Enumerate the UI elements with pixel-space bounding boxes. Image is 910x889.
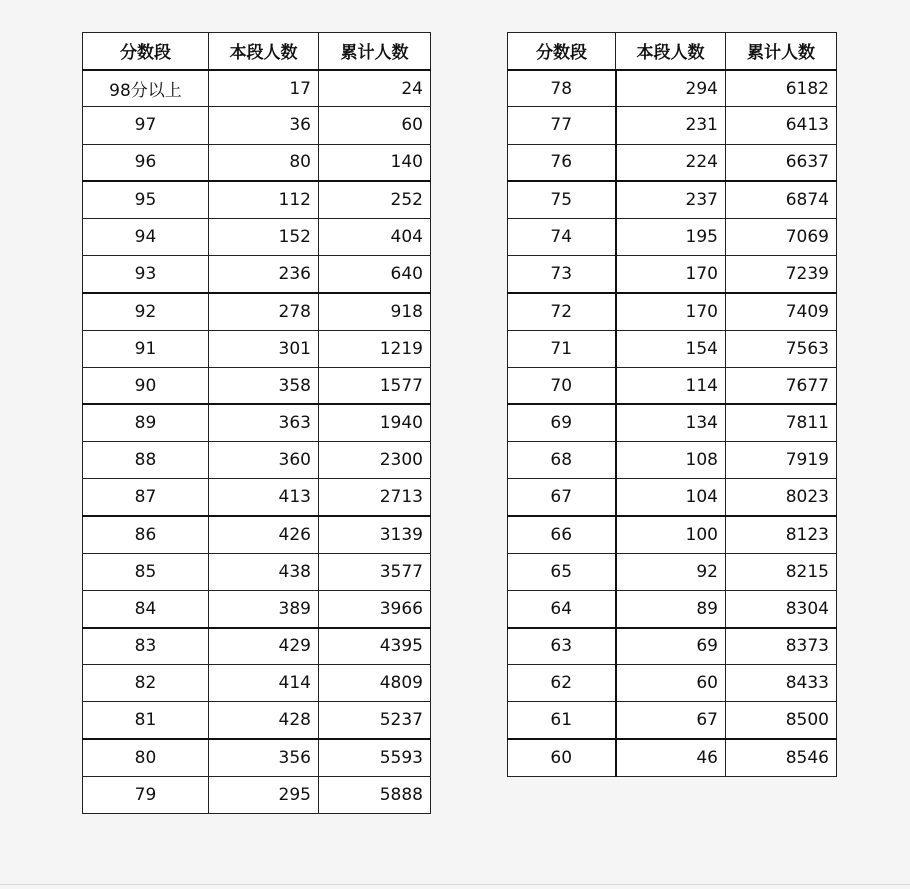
- cell-count: 154: [616, 330, 726, 367]
- cell-score: 67: [508, 479, 616, 516]
- cell-cumulative: 8123: [726, 516, 837, 553]
- cell-cumulative: 24: [319, 70, 431, 107]
- cell-score: 95: [83, 181, 209, 218]
- cell-score: 93: [83, 256, 209, 293]
- table-row: [83, 776, 431, 813]
- cell-cumulative: 640: [319, 256, 431, 293]
- cell-score: 72: [508, 293, 616, 330]
- cell-cumulative: 2300: [319, 442, 431, 479]
- table-row: [508, 218, 837, 255]
- cell-score: 68: [508, 442, 616, 479]
- table-row: [508, 665, 837, 702]
- cell-cumulative: 3966: [319, 590, 431, 627]
- cell-count: 100: [616, 516, 726, 553]
- cell-cumulative: 6182: [726, 70, 837, 107]
- cell-cumulative: 8373: [726, 628, 837, 665]
- cell-score: 65: [508, 553, 616, 590]
- cell-cumulative: 140: [319, 144, 431, 181]
- table-header-row: [83, 33, 431, 70]
- cell-score: 97: [83, 107, 209, 144]
- cell-cumulative: 7811: [726, 404, 837, 441]
- cell-cumulative: 1940: [319, 404, 431, 441]
- table-row: [83, 404, 431, 441]
- header-cumulative: 累计人数: [319, 33, 431, 70]
- table-row: [83, 367, 431, 404]
- cell-count: 414: [209, 665, 319, 702]
- cell-score: 69: [508, 404, 616, 441]
- score-table-right: [507, 32, 837, 777]
- table-row: [83, 181, 431, 218]
- table-row: [508, 144, 837, 181]
- cell-score: 89: [83, 404, 209, 441]
- cell-cumulative: 1577: [319, 367, 431, 404]
- cell-count: 67: [616, 702, 726, 739]
- table-row: [83, 70, 431, 107]
- cell-cumulative: 5888: [319, 776, 431, 813]
- table-row: [508, 107, 837, 144]
- cell-score: 78: [508, 70, 616, 107]
- table-row: [83, 553, 431, 590]
- cell-count: 60: [616, 665, 726, 702]
- cell-score: 90: [83, 367, 209, 404]
- cell-cumulative: 7409: [726, 293, 837, 330]
- table-row: [83, 218, 431, 255]
- table-row: [508, 739, 837, 776]
- cell-count: 413: [209, 479, 319, 516]
- cell-cumulative: 918: [319, 293, 431, 330]
- cell-count: 294: [616, 70, 726, 107]
- cell-count: 69: [616, 628, 726, 665]
- cell-count: 152: [209, 218, 319, 255]
- table-row: [508, 479, 837, 516]
- cell-cumulative: 4809: [319, 665, 431, 702]
- header-count: 本段人数: [209, 33, 319, 70]
- cell-count: 224: [616, 144, 726, 181]
- header-count: 本段人数: [616, 33, 726, 70]
- cell-cumulative: 4395: [319, 628, 431, 665]
- cell-count: 356: [209, 739, 319, 776]
- cell-count: 104: [616, 479, 726, 516]
- cell-cumulative: 60: [319, 107, 431, 144]
- cell-score: 61: [508, 702, 616, 739]
- cell-score: 87: [83, 479, 209, 516]
- cell-score: 96: [83, 144, 209, 181]
- header-score: 分数段: [83, 33, 209, 70]
- cell-cumulative: 5237: [319, 702, 431, 739]
- cell-cumulative: 404: [319, 218, 431, 255]
- score-table-left: [82, 32, 431, 814]
- cell-score: 92: [83, 293, 209, 330]
- cell-count: 195: [616, 218, 726, 255]
- cell-count: 170: [616, 256, 726, 293]
- cell-score: 91: [83, 330, 209, 367]
- table-row: [83, 442, 431, 479]
- table-row: [508, 442, 837, 479]
- table-header-row: [508, 33, 837, 70]
- cell-count: 360: [209, 442, 319, 479]
- cell-cumulative: 2713: [319, 479, 431, 516]
- cell-cumulative: 8433: [726, 665, 837, 702]
- cell-cumulative: 6874: [726, 181, 837, 218]
- cell-cumulative: 1219: [319, 330, 431, 367]
- cell-count: 428: [209, 702, 319, 739]
- cell-cumulative: 7919: [726, 442, 837, 479]
- table-row: [508, 404, 837, 441]
- header-cumulative: 累计人数: [726, 33, 837, 70]
- cell-count: 363: [209, 404, 319, 441]
- cell-count: 429: [209, 628, 319, 665]
- cell-cumulative: 5593: [319, 739, 431, 776]
- cell-score: 82: [83, 665, 209, 702]
- table-row: [83, 702, 431, 739]
- table-row: [83, 516, 431, 553]
- cell-count: 295: [209, 776, 319, 813]
- cell-cumulative: 252: [319, 181, 431, 218]
- table-row: [508, 590, 837, 627]
- table-row: [508, 702, 837, 739]
- table-row: [508, 367, 837, 404]
- cell-count: 114: [616, 367, 726, 404]
- table-row: [83, 293, 431, 330]
- cell-score: 86: [83, 516, 209, 553]
- table-row: [83, 590, 431, 627]
- header-score: 分数段: [508, 33, 616, 70]
- cell-cumulative: 7677: [726, 367, 837, 404]
- cell-count: 358: [209, 367, 319, 404]
- cell-count: 389: [209, 590, 319, 627]
- table-row: [83, 628, 431, 665]
- cell-count: 236: [209, 256, 319, 293]
- cell-count: 301: [209, 330, 319, 367]
- table-row: [83, 665, 431, 702]
- table-row: [83, 739, 431, 776]
- cell-count: 80: [209, 144, 319, 181]
- cell-count: 17: [209, 70, 319, 107]
- cell-count: 170: [616, 293, 726, 330]
- cell-count: 46: [616, 739, 726, 776]
- cell-count: 134: [616, 404, 726, 441]
- cell-score: 75: [508, 181, 616, 218]
- table-row: [508, 293, 837, 330]
- table-row: [508, 70, 837, 107]
- table-row: [508, 256, 837, 293]
- cell-score: 70: [508, 367, 616, 404]
- table-row: [508, 628, 837, 665]
- cell-count: 108: [616, 442, 726, 479]
- table-row: [508, 330, 837, 367]
- cell-score: 74: [508, 218, 616, 255]
- cell-cumulative: 8023: [726, 479, 837, 516]
- cell-cumulative: 7069: [726, 218, 837, 255]
- table-row: [83, 330, 431, 367]
- cell-score: 77: [508, 107, 616, 144]
- cell-score: 64: [508, 590, 616, 627]
- cell-score: 83: [83, 628, 209, 665]
- cell-cumulative: 8500: [726, 702, 837, 739]
- cell-cumulative: 3139: [319, 516, 431, 553]
- cell-count: 231: [616, 107, 726, 144]
- cell-count: 426: [209, 516, 319, 553]
- cell-score: 88: [83, 442, 209, 479]
- cell-cumulative: 3577: [319, 553, 431, 590]
- cell-score: 81: [83, 702, 209, 739]
- cell-cumulative: 7563: [726, 330, 837, 367]
- cell-score: 85: [83, 553, 209, 590]
- cell-score: 98分以上: [83, 70, 209, 107]
- cell-score: 62: [508, 665, 616, 702]
- table-row: [83, 107, 431, 144]
- cell-score: 60: [508, 739, 616, 776]
- cell-count: 89: [616, 590, 726, 627]
- table-row: [508, 553, 837, 590]
- cell-count: 278: [209, 293, 319, 330]
- cell-score: 94: [83, 218, 209, 255]
- cell-score: 63: [508, 628, 616, 665]
- cell-score: 80: [83, 739, 209, 776]
- table-row: [83, 256, 431, 293]
- cell-count: 438: [209, 553, 319, 590]
- cell-count: 112: [209, 181, 319, 218]
- cell-count: 36: [209, 107, 319, 144]
- cell-cumulative: 6637: [726, 144, 837, 181]
- cell-cumulative: 7239: [726, 256, 837, 293]
- cell-cumulative: 8546: [726, 739, 837, 776]
- cell-score: 73: [508, 256, 616, 293]
- table-row: [508, 516, 837, 553]
- cell-cumulative: 6413: [726, 107, 837, 144]
- page-bottom-divider: [0, 884, 910, 885]
- table-row: [508, 181, 837, 218]
- cell-score: 71: [508, 330, 616, 367]
- cell-cumulative: 8304: [726, 590, 837, 627]
- cell-count: 237: [616, 181, 726, 218]
- cell-count: 92: [616, 553, 726, 590]
- cell-cumulative: 8215: [726, 553, 837, 590]
- cell-score: 66: [508, 516, 616, 553]
- cell-score: 79: [83, 776, 209, 813]
- cell-score: 84: [83, 590, 209, 627]
- table-row: [83, 144, 431, 181]
- cell-score: 76: [508, 144, 616, 181]
- table-row: [83, 479, 431, 516]
